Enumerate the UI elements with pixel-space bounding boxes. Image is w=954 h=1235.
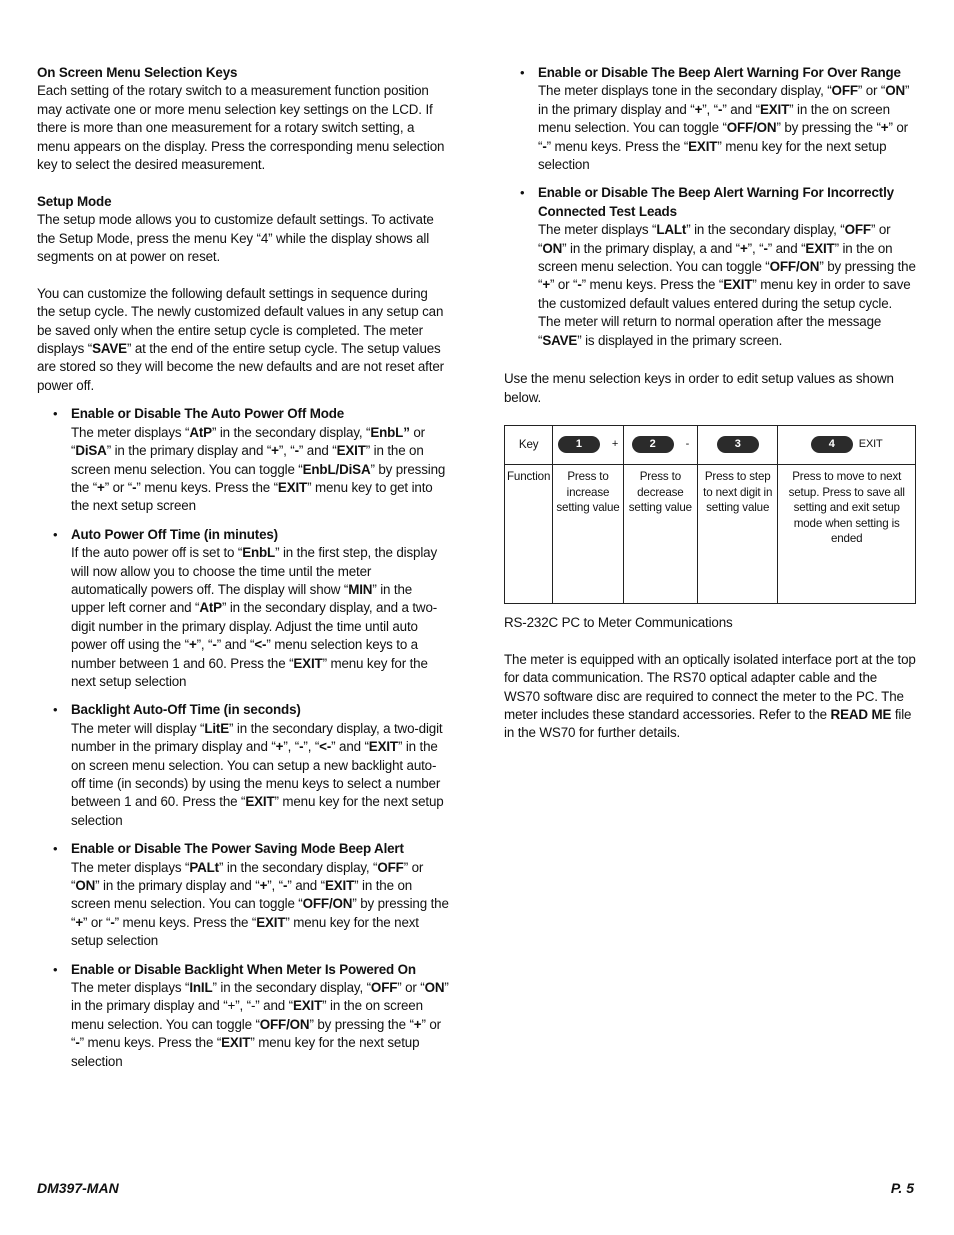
- key-4-badge: 4: [811, 436, 853, 453]
- function-2-cell: Press to decrease setting value: [623, 464, 697, 603]
- key-4-cell: [778, 425, 916, 464]
- key-label-cell: Key: [505, 425, 553, 464]
- setup-item-body: The meter will display “LitE” in the secondary display, a two-digit number in the primary display and “+”, “-”, “<-” and “EXIT” in the on screen menu selection. You can setup a new backlight auto-off time (in seconds) by using the menu keys to select a number between 1 and 60. Press the “EXIT” menu key for the next setup selection: [71, 720, 444, 828]
- setup-item-title: • Enable or Disable Backlight When Meter Is Powered On: [71, 961, 416, 977]
- key-2-cell: [623, 425, 697, 464]
- setup-item-title: • Enable or Disable The Power Saving Mode Beep Alert: [71, 841, 404, 857]
- right-setup-list: [504, 64, 916, 350]
- setup-item: [504, 64, 916, 174]
- minus-symbol: -: [685, 438, 690, 451]
- plus-symbol: +: [611, 438, 619, 451]
- key-2-badge: 2: [632, 436, 674, 453]
- setup-item-title: • Enable or Disable The Beep Alert Warning For Over Range: [538, 65, 901, 80]
- function-row: [505, 464, 916, 603]
- function-3-cell: Press to step to next digit in setting value: [698, 464, 778, 603]
- key-3-cell: [698, 425, 778, 464]
- function-label-cell: Function: [505, 464, 553, 603]
- menu-keys-heading: On Screen Menu Selection Keys: [37, 65, 238, 80]
- setup-item-body: The meter displays “LALt” in the secondary display, “OFF” or “ON” in the primary display, a and “+”, “-” and “EXIT” in the on screen menu selection. You can toggle “OFF/ON” by pressing the “+” or “-” menu keys. Press the “EXIT” menu key in order to save the customized default values entered during the setup cycle. The meter will return to normal operation after the message “SAVE” is displayed in the primary screen.: [538, 222, 916, 348]
- setup-item-title: • Enable or Disable The Beep Alert Warning For Incorrectly Connected Test Leads: [538, 185, 894, 219]
- menu-keys-body: Each setting of the rotary switch to a measurement function position may activate one or more menu selection key settings on the LCD. If there is more than one measurement for a rotary switch setting, a menu appears on the display. Press the corresponding menu selection key to select the desired measurement.: [37, 83, 445, 173]
- setup-item: [37, 701, 449, 830]
- setup-item-body: The meter displays tone in the secondary display, “OFF” or “ON” in the primary display and “+”, “-” and “EXIT” in the on screen menu selection. You can toggle “OFF/ON” by pressing the “+” or “-” menu keys. Press the “EXIT” menu key for the next setup selection: [538, 83, 910, 173]
- setup-item-body: The meter displays “InIL” in the secondary display, “OFF” or “ON” in the primary display and “+”, “-” and “EXIT” in the on screen menu selection. You can toggle “OFF/ON” by pressing the “+” or “-” menu keys. Press the “EXIT” menu key for the next setup selection: [71, 980, 449, 1069]
- function-1-cell: Press to increase setting value: [553, 464, 623, 603]
- setup-mode-body: The setup mode allows you to customize default settings. To activate the Setup Mode, press the menu Key “4” while the display shows all segments on at power on reset.: [37, 212, 434, 265]
- key-3-badge: 3: [717, 436, 759, 453]
- setup-item-title: • Enable or Disable The Auto Power Off Mode: [71, 406, 345, 422]
- rs232-heading: RS-232C PC to Meter Communications: [504, 614, 733, 630]
- setup-item: [37, 526, 449, 692]
- page-number: P. 5: [890, 1180, 914, 1196]
- function-4-cell: Press to move to next setup. Press to save all setting and exit setup mode when setting is ended: [778, 464, 916, 603]
- right-column: [504, 64, 916, 743]
- setup-item: [37, 961, 449, 1071]
- setup-item-body: The meter displays “PALt” in the secondary display, “OFF” or “ON” in the primary display and “+”, “-” and “EXIT” in the on screen menu selection. You can toggle “OFF/ON” by pressing the “+” or “-” menu keys. Press the “EXIT” menu key for the next setup selection: [71, 859, 449, 949]
- setup-item: [504, 184, 916, 350]
- setup-item: [37, 405, 449, 515]
- left-setup-list: [37, 405, 449, 1071]
- key-1-cell: [553, 425, 623, 464]
- document-id: DM397-MAN: [37, 1180, 119, 1196]
- menu-keys-intro: Use the menu selection keys in order to edit setup values as shown below.: [504, 371, 894, 405]
- setup-mode-heading: Setup Mode: [37, 193, 112, 209]
- menu-keys-table: [504, 425, 916, 604]
- communications-paragraph: The meter is equipped with an optically isolated interface port at the top for data communication. The RS70 optical adapter cable and the WS70 software disc are required to connect the meter to the PC. The meter includes these standard accessories. Refer to the READ ME file in the WS70 for further details.: [504, 651, 916, 741]
- key-1-badge: 1: [558, 436, 600, 453]
- setup-defaults-paragraph: You can customize the following default settings in sequence during the setup cycle. The newly customized default values in any setup can be saved only when the entire setup cycle is completed. The meter displays “SAVE” at the end of the entire setup cycle. The setup values are stored so they will become the new defaults and are not reset after power off.: [37, 285, 444, 393]
- setup-item-title: • Backlight Auto-Off Time (in seconds): [71, 702, 301, 718]
- left-column: [37, 64, 449, 1081]
- setup-item-body: If the auto power off is set to “EnbL” in the first step, the display will now allow you to choose the time until the meter automatically powers off. The display will show “MIN” in the upper left corner and “AtP” in the secondary display, and a two-digit number in the primary display. Adjust the time until auto power off using the “+”, “-” and “<-” menu selection keys to a number between 1 and 60. Press the “EXIT” menu key for the next setup selection: [71, 545, 438, 689]
- setup-item: [37, 840, 449, 950]
- key-row: [505, 425, 916, 464]
- setup-item-body: The meter displays “AtP” in the secondary display, “EnbL” or “DiSA” in the primary display and “+”, “-” and “EXIT” in the on screen menu selection. You can toggle “EnbL/DiSA” by pressing the “+” or “-” menu keys. Press the “EXIT” menu key to get into the next setup screen: [71, 424, 446, 514]
- exit-symbol: EXIT: [858, 438, 883, 451]
- setup-item-title: • Auto Power Off Time (in minutes): [71, 526, 278, 542]
